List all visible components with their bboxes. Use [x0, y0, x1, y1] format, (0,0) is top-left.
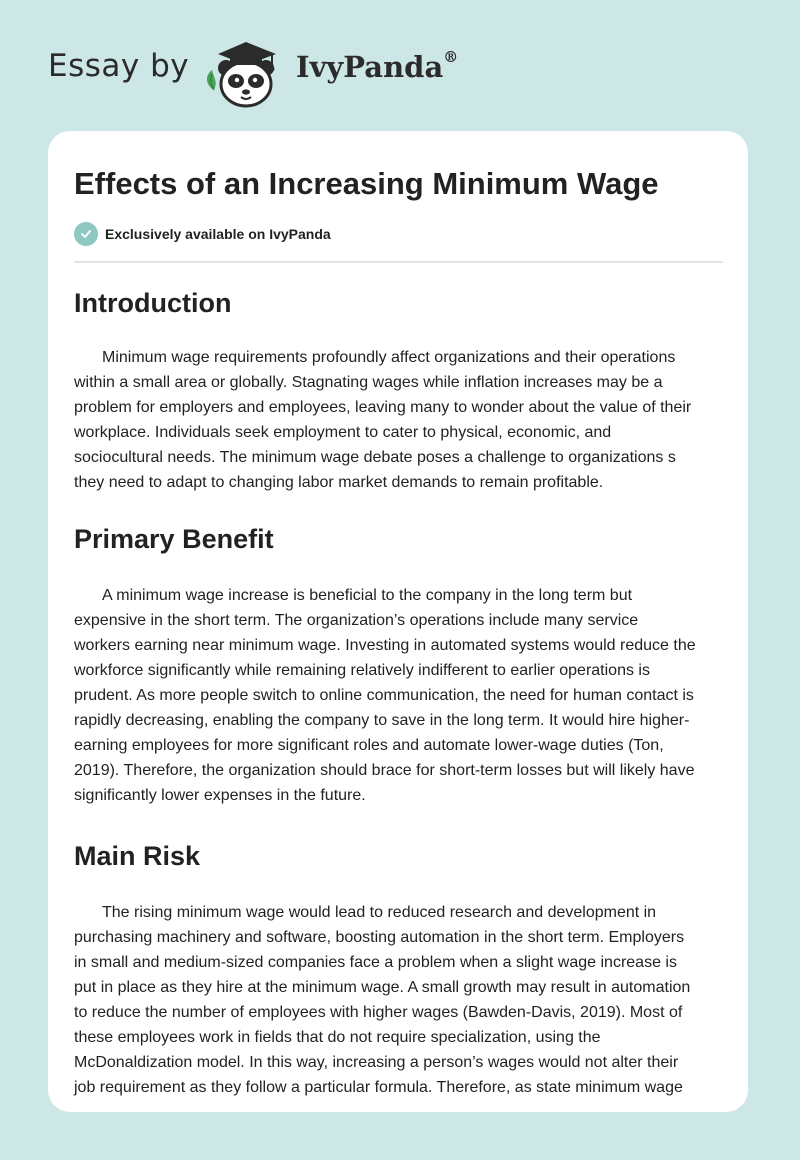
brand-logo-text[interactable]: IvyPanda® — [296, 48, 459, 84]
exclusive-badge-label: Exclusively available on IvyPanda — [105, 226, 331, 242]
section-paragraph: Minimum wage requirements profoundly affect organizations and their operations within a small area or globally. Stagnating wages while inflation increases may be a problem for employers and employees, leaving many to wonder about the value of their workplace. Individuals seek employment to cater to physical, economic, and sociocultural needs. The minimum wage debate poses a challenge to organizations s they need to adapt to changing labor market demands to remain profitable. — [74, 349, 692, 491]
site-header — [0, 0, 800, 130]
check-icon — [74, 222, 98, 246]
divider — [74, 261, 723, 263]
leaf-icon — [207, 70, 216, 90]
trademark: ® — [443, 48, 459, 67]
section-heading: Introduction — [74, 288, 232, 318]
section-primary-benefit — [74, 519, 726, 808]
article-body — [74, 283, 726, 1100]
essay-by-label: Essay by — [48, 48, 190, 84]
article-card — [48, 131, 748, 1112]
section-introduction — [74, 283, 726, 495]
exclusive-badge — [74, 222, 331, 246]
section-heading: Primary Benefit — [74, 524, 274, 554]
article-title: Effects of an Increasing Minimum Wage — [74, 166, 659, 201]
section-paragraph: The rising minimum wage would lead to reduced research and development in purchasing machinery and software, boosting automation in the short term. Employers in small and medium-sized companies face a problem when a slight wage increase is put in place as they hire at the minimum wage. A small growth may result in automation to reduce the number of employees with higher wages (Bawden-Davis, 2019). Most of these employees work in fields that do not require specialization, using the McDonaldization model. In this way, increasing a person’s wages would not alter their job requirement as they follow a particular formula. Therefore, as state minimum wage — [74, 904, 691, 1096]
panda-graduate-icon[interactable] — [200, 34, 292, 110]
section-heading: Main Risk — [74, 841, 201, 871]
section-paragraph: A minimum wage increase is beneficial to the company in the long term but expensive in the short term. The organization’s operations include many service workers earning near minimum wage. Investing in automated systems would reduce the workforce significantly while remaining relatively indifferent to earlier operations is prudent. As more people switch to online communication, the need for human contact is rapidly decreasing, enabling the company to save in the long term. It would hire higher- earning employees for more significant roles and automate lower-wage duties (Ton, 2019). Therefore, the organization should brace for short-term losses but will likely have significantly lower expenses in the future. — [74, 587, 696, 804]
section-main-risk — [74, 836, 726, 1100]
